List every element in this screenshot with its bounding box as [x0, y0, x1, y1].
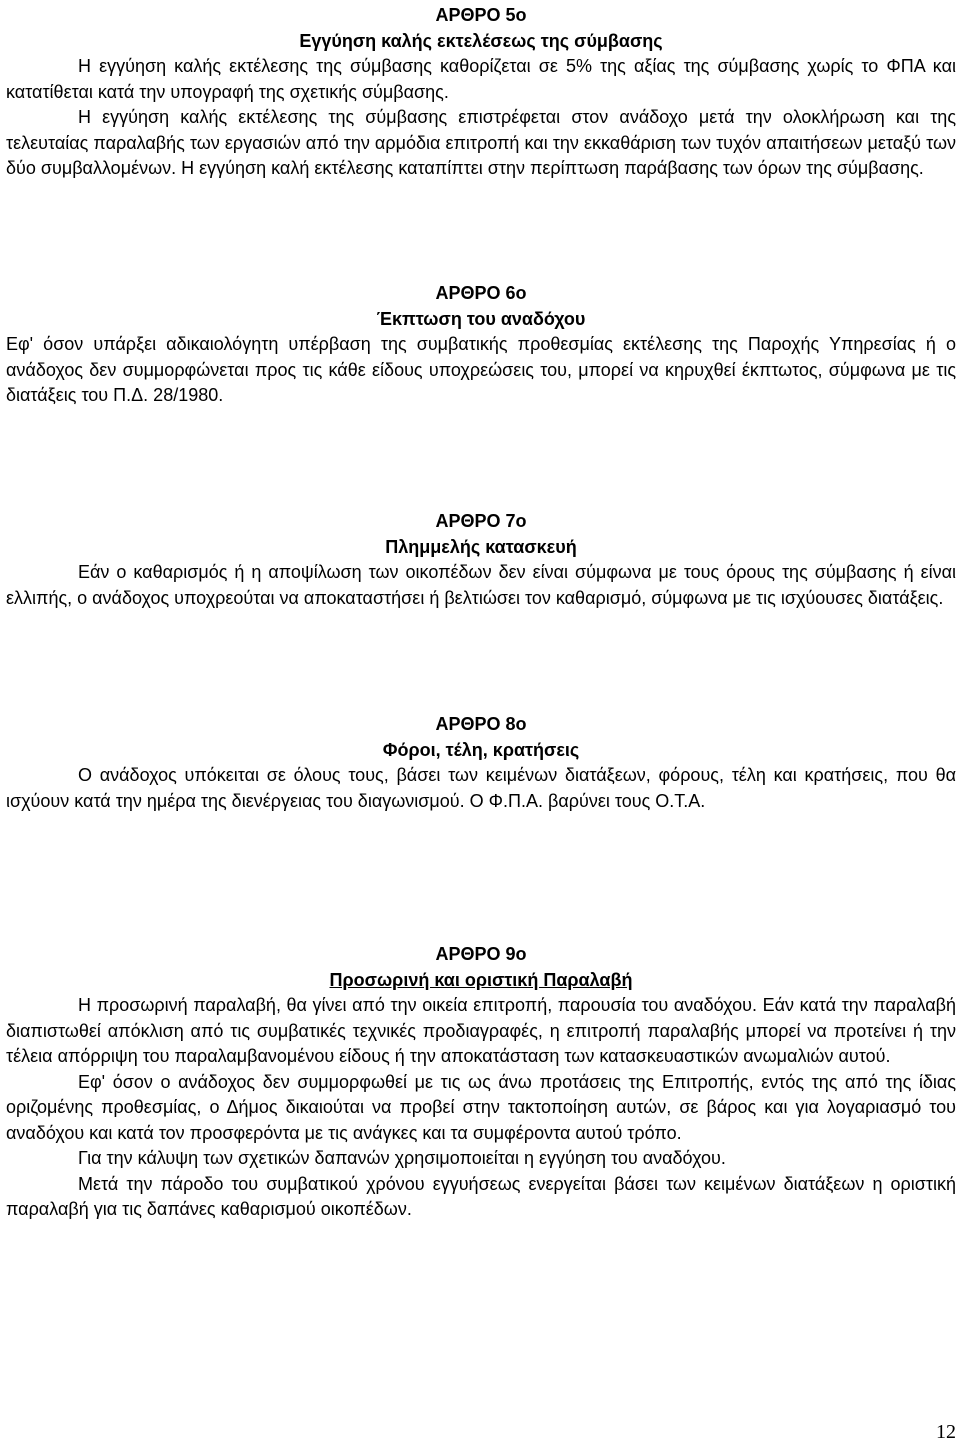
- article-7: [6, 509, 956, 611]
- article-title: Εγγύηση καλής εκτελέσεως της σύμβασης: [299, 30, 663, 51]
- article-paragraph: Ο ανάδοχος υπόκειται σε όλους τους, βάσει των κειμένων διατάξεων, φόρους, τέλη και κρατήσεις, που θα ισχύουν κατά την ημέρα της διενέργειας του διαγωνισμού. Ο Φ.Π.Α. βαρύνει τους Ο.Τ.Α.: [6, 765, 956, 811]
- article-8: [6, 712, 956, 814]
- article-number: ΑΡΘΡΟ 7ο: [435, 511, 527, 531]
- article-9: [6, 942, 956, 1223]
- article-paragraph: Η προσωρινή παραλαβή, θα γίνει από την οικεία επιτροπή, παρουσία του αναδόχου. Εάν κατά την παραλαβή διαπιστωθεί απόκλιση από τις συμβατικές τεχνικές προδιαγραφές, η επιτροπή παραλαβής μπορεί να προτείνει ή την τέλεια απόρριψη του παραλαμβανομένου είδους ή την αποκατάσταση των κατασκευαστικών ανωμαλιών αυτού.: [6, 995, 956, 1066]
- article-5: [6, 3, 956, 182]
- article-number: ΑΡΘΡΟ 9ο: [435, 944, 527, 964]
- article-paragraph: Η εγγύηση καλής εκτέλεσης της σύμβασης καθορίζεται σε 5% της αξίας της σύμβασης χωρίς το ΦΠΑ και κατατίθεται κατά την υπογραφή της σχετικής σύμβασης.: [6, 56, 956, 102]
- article-paragraph: Μετά την πάροδο του συμβατικού χρόνου εγγυήσεως ενεργείται βάσει των κειμένων διατάξεων η οριστική παραλαβή για τις δαπάνες καθαρισμού οικοπέδων.: [6, 1173, 956, 1219]
- article-number: ΑΡΘΡΟ 5ο: [435, 5, 527, 25]
- article-title: Πλημμελής κατασκευή: [385, 536, 577, 557]
- article-title: Φόροι, τέλη, κρατήσεις: [382, 739, 580, 760]
- article-number: ΑΡΘΡΟ 8ο: [435, 714, 527, 734]
- article-number: ΑΡΘΡΟ 6ο: [435, 283, 527, 303]
- article-6: [6, 281, 956, 409]
- article-title: Έκπτωση του αναδόχου: [376, 308, 586, 329]
- article-paragraph: Εφ' όσον υπάρξει αδικαιολόγητη υπέρβαση της συμβατικής προθεσμίας εκτέλεσης της Παροχής Υπηρεσίας ή ο ανάδοχος δεν συμμορφώνεται προς τις κάθε είδους υποχρεώσεις του, μπορεί να κηρυχθεί έκπτωτος, σύμφωνα με τις διατάξεις του Π.Δ. 28/1980.: [6, 334, 956, 405]
- article-paragraph: Εάν ο καθαρισμός ή η αποψίλωση των οικοπέδων δεν είναι σύμφωνα με τους όρους της σύμβασης ή είναι ελλιπής, ο ανάδοχος υποχρεούται να αποκαταστήσει ή βελτιώσει τον καθαρισμό, σύμφωνα με τις ισχύουσες διατάξεις.: [6, 562, 956, 608]
- article-paragraph: Για την κάλυψη των σχετικών δαπανών χρησιμοποιείται η εγγύηση του αναδόχου.: [78, 1148, 726, 1168]
- article-paragraph: Η εγγύηση καλής εκτέλεσης της σύμβασης επιστρέφεται στον ανάδοχο μετά την ολοκλήρωση και της τελευταίας παραλαβής των εργασιών από την αρμόδια επιτροπή και την εκκαθάριση των τυχόν απαιτήσεων μεταξύ των δύο συμβαλλομένων. Η εγγύηση καλή εκτέλεσης καταπίπτει στην περίπτωση παράβασης των όρων της σύμβασης.: [6, 107, 956, 178]
- article-title: Προσωρινή και οριστική Παραλαβή: [329, 969, 633, 990]
- article-paragraph: Εφ' όσον ο ανάδοχος δεν συμμορφωθεί με τις ως άνω προτάσεις της Επιτροπής, εντός της από της ίδιας οριζομένης προθεσμίας, ο Δήμος δικαιούται να προβεί στην τακτοποίηση αυτών, σε βάρος και για λογαριασμό του αναδόχου και κατά τον προσφερόντα με τις ανάγκες και τα συμφέροντα αυτού τρόπο.: [6, 1071, 956, 1143]
- page-number: 12: [936, 1421, 956, 1443]
